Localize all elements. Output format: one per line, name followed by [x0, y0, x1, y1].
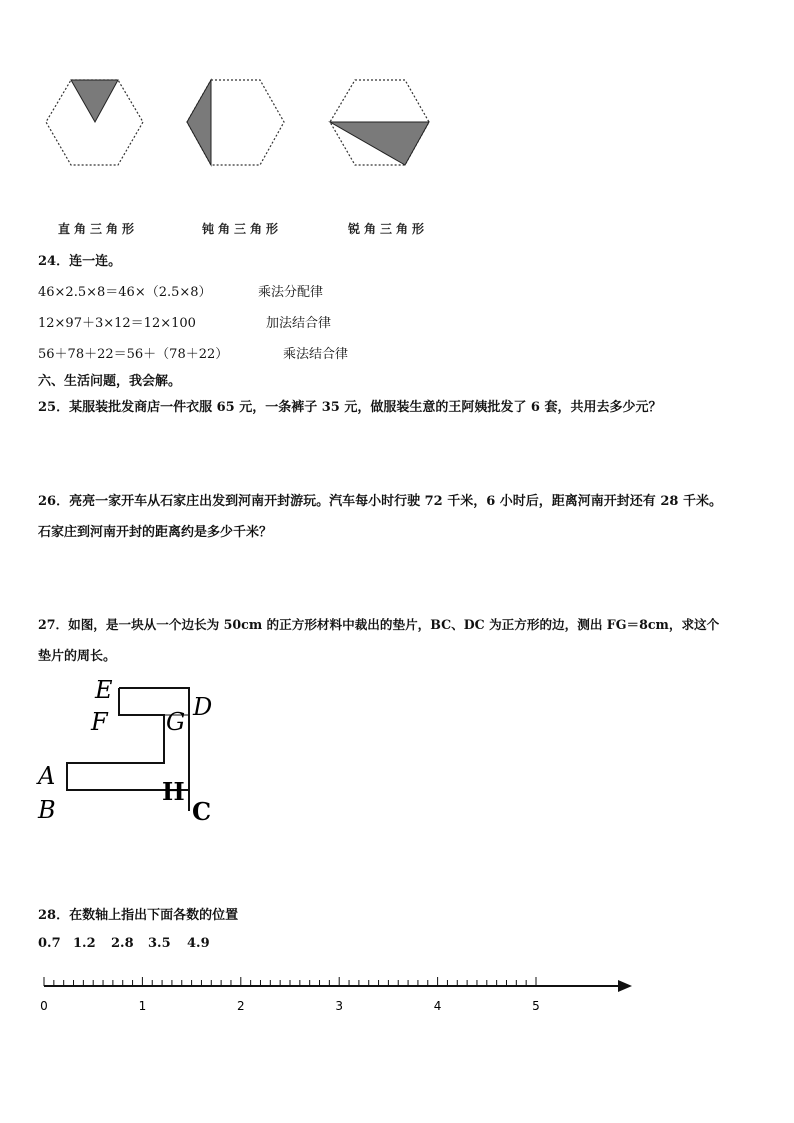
- hexagon-acute-triangle: [330, 80, 429, 165]
- tick-label-0: 0: [40, 999, 48, 1013]
- q24-title: 24．连一连。: [38, 254, 122, 269]
- label-C: C: [192, 797, 212, 826]
- hexagon-caption-2: 钝角三角形: [202, 222, 283, 236]
- q28-number-3: 2.8: [111, 936, 134, 951]
- q24-expr-2: 12×97＋3×12＝12×100: [38, 316, 196, 331]
- number-line-tick-labels: [40, 999, 540, 1013]
- number-line-arrow: [618, 980, 632, 992]
- q26-text-line1: 26．亮亮一家开车从石家庄出发到河南开封游玩。汽车每小时行驶 72 千米，6 小时后，距离河南开封还有 28 千米。: [38, 494, 722, 509]
- label-D: D: [193, 693, 213, 721]
- hexagon-right-triangle: [46, 80, 143, 165]
- q24-law-3: 乘法结合律: [283, 347, 349, 362]
- tick-label-3: 3: [335, 999, 344, 1013]
- hexagon-figures: [0, 0, 794, 200]
- label-A: A: [38, 762, 56, 790]
- q24-expr-1: 46×2.5×8＝46×（2.5×8）: [38, 285, 212, 300]
- q24-law-2: 加法结合律: [266, 316, 332, 331]
- label-F: F: [91, 708, 108, 736]
- label-H: H: [162, 777, 185, 806]
- q27-text-line1: 27．如图，是一块从一个边长为 50cm 的正方形材料中裁出的垫片，BC、DC 为正方形的边，测出 FG＝8cm，求这个: [38, 617, 720, 632]
- tick-label-1: 1: [138, 999, 147, 1013]
- number-line: [0, 965, 794, 1025]
- q28-number-4: 3.5: [148, 936, 171, 951]
- q28-number-2: 1.2: [73, 936, 96, 951]
- tick-label-4: 4: [433, 999, 442, 1013]
- q28-number-5: 4.9: [187, 936, 210, 951]
- hexagon-caption-1: 直角三角形: [58, 222, 139, 236]
- hexagon-obtuse-triangle: [187, 80, 284, 165]
- label-G: G: [166, 708, 186, 736]
- q28-number-1: 0.7: [38, 936, 61, 951]
- tick-label-2: 2: [236, 999, 245, 1013]
- number-line-ticks: [44, 977, 536, 986]
- q24-expr-3: 56＋78＋22＝56＋（78＋22）: [38, 347, 229, 362]
- section-6-heading: 六、生活问题，我会解。: [38, 374, 182, 389]
- q26-text-line2: 石家庄到河南开封的距离约是多少千米？: [38, 525, 273, 540]
- label-E: E: [95, 676, 113, 704]
- tick-label-5: 5: [532, 999, 540, 1013]
- q25-text: 25．某服装批发商店一件衣服 65 元，一条裤子 35 元，做服装生意的王阿姨批发了 6 套，共用去多少元？: [38, 400, 662, 415]
- q27-text-line2: 垫片的周长。: [38, 649, 117, 664]
- label-B: B: [38, 796, 56, 824]
- hexagon-caption-3: 锐角三角形: [348, 222, 429, 236]
- gasket-figure: [0, 660, 794, 860]
- q24-law-1: 乘法分配律: [258, 285, 324, 300]
- q28-title: 28．在数轴上指出下面各数的位置: [38, 908, 239, 923]
